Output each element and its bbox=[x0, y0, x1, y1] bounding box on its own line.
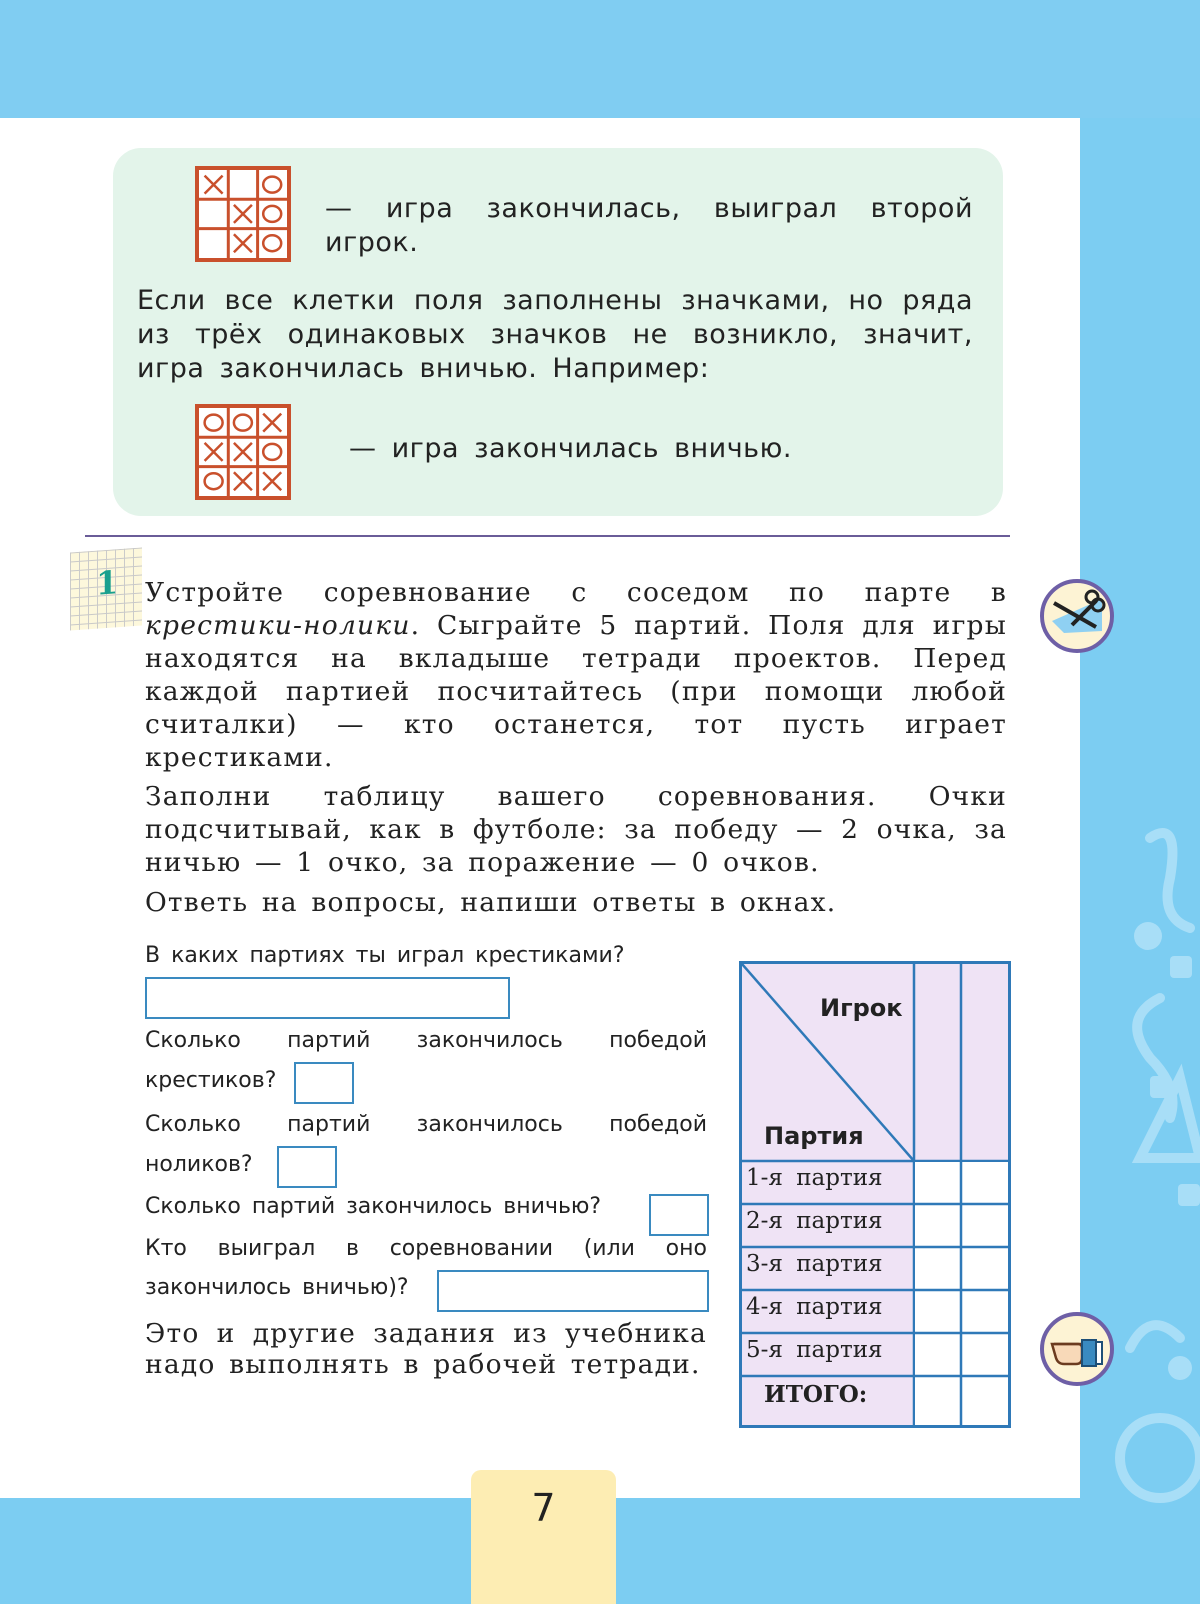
nought-mark-icon bbox=[234, 415, 252, 431]
table-row-label: 1-я партия bbox=[746, 1165, 883, 1191]
answer-box-3[interactable] bbox=[277, 1146, 337, 1188]
question-2-line-1: Сколько партий закончилось победой bbox=[145, 1028, 707, 1053]
task-paragraph-1 bbox=[145, 576, 1007, 774]
nought-mark-icon bbox=[205, 415, 223, 431]
question-2-line-2: крестиков? bbox=[145, 1068, 277, 1093]
rules-info-box bbox=[113, 148, 1003, 516]
top-background-band bbox=[0, 0, 1200, 118]
table-total-label: ИТОГО: bbox=[764, 1381, 868, 1408]
page-number: 7 bbox=[531, 1486, 556, 1530]
question-3-line-2: ноликов? bbox=[145, 1152, 253, 1177]
question-4: Сколько партий закончилось вничью? bbox=[145, 1194, 602, 1219]
task-text-part: Устройте соревнование с соседом по парте в bbox=[145, 577, 1007, 608]
question-5-line-2: закончилось вничью)? bbox=[145, 1275, 409, 1300]
win-description: — игра закончилась, выиграл второй игрок. bbox=[325, 193, 973, 258]
cross-mark-icon bbox=[263, 414, 281, 432]
tic-tac-toe-grid-icon bbox=[199, 170, 287, 258]
task-text-part: . Сыграйте 5 партий. Поля для игры находятся на вкладыше тетради проектов. Перед каждой партией посчитайтесь (при помощи любой считалки) — кто останется, тот пусть играет крестиками. bbox=[145, 610, 1007, 773]
tic-tac-toe-grid-icon bbox=[199, 408, 287, 496]
question-1: В каких партиях ты играл крестиками? bbox=[145, 943, 625, 968]
footer-note: Это и другие задания из учебника надо выполнять в рабочей тетради. bbox=[145, 1318, 707, 1380]
table-header-game: Партия bbox=[764, 1122, 864, 1150]
scissors-icon bbox=[1040, 579, 1114, 653]
cross-mark-icon bbox=[234, 234, 252, 252]
table-header-player: Игрок bbox=[820, 994, 903, 1022]
answer-box-5[interactable] bbox=[437, 1270, 709, 1312]
section-divider bbox=[85, 535, 1010, 537]
task-number: 1 bbox=[96, 563, 119, 603]
answer-box-4[interactable] bbox=[649, 1194, 709, 1236]
task-number-badge bbox=[70, 547, 142, 630]
textbook-page bbox=[0, 118, 1080, 1498]
table-row-label: 4-я партия bbox=[746, 1294, 883, 1320]
pointing-hand-icon bbox=[1040, 1312, 1114, 1386]
cross-mark-icon bbox=[234, 472, 252, 490]
nought-mark-icon bbox=[263, 235, 281, 251]
task-italic-term: крестики-нолики bbox=[145, 610, 411, 641]
cross-mark-icon bbox=[205, 443, 223, 461]
cross-mark-icon bbox=[205, 176, 223, 194]
cross-mark-icon bbox=[263, 472, 281, 490]
draw-rule-text: Если все клетки поля заполнены значками, но ряда из трёх одинаковых значков не возникло, значит, игра закончилась вничью. Например: bbox=[137, 285, 973, 384]
cross-mark-icon bbox=[234, 443, 252, 461]
nought-mark-icon bbox=[263, 206, 281, 222]
draw-board-example bbox=[195, 404, 291, 500]
win-board-example bbox=[195, 166, 291, 262]
cross-mark-icon bbox=[234, 205, 252, 223]
table-row-label: 5-я партия bbox=[746, 1337, 883, 1363]
question-5-line-1: Кто выиграл в соревновании (или оно bbox=[145, 1236, 707, 1261]
nought-mark-icon bbox=[263, 177, 281, 193]
draw-description: — игра закончилась вничью. bbox=[349, 433, 792, 464]
nought-mark-icon bbox=[263, 444, 281, 460]
task-paragraph-3: Ответь на вопросы, напиши ответы в окнах. bbox=[145, 887, 837, 918]
answer-box-2[interactable] bbox=[294, 1062, 354, 1104]
page-number-tab bbox=[471, 1470, 616, 1604]
question-3-line-1: Сколько партий закончилось победой bbox=[145, 1112, 707, 1137]
task-paragraph-2: Заполни таблицу вашего соревнования. Очки подсчитывай, как в футболе: за победу — 2 очка, за ничью — 1 очко, за поражение — 0 очков. bbox=[145, 781, 1007, 878]
score-table bbox=[739, 961, 1011, 1428]
nought-mark-icon bbox=[205, 473, 223, 489]
answer-box-1[interactable] bbox=[145, 977, 510, 1019]
table-row-label: 2-я партия bbox=[746, 1208, 883, 1234]
table-row-label: 3-я партия bbox=[746, 1251, 883, 1277]
